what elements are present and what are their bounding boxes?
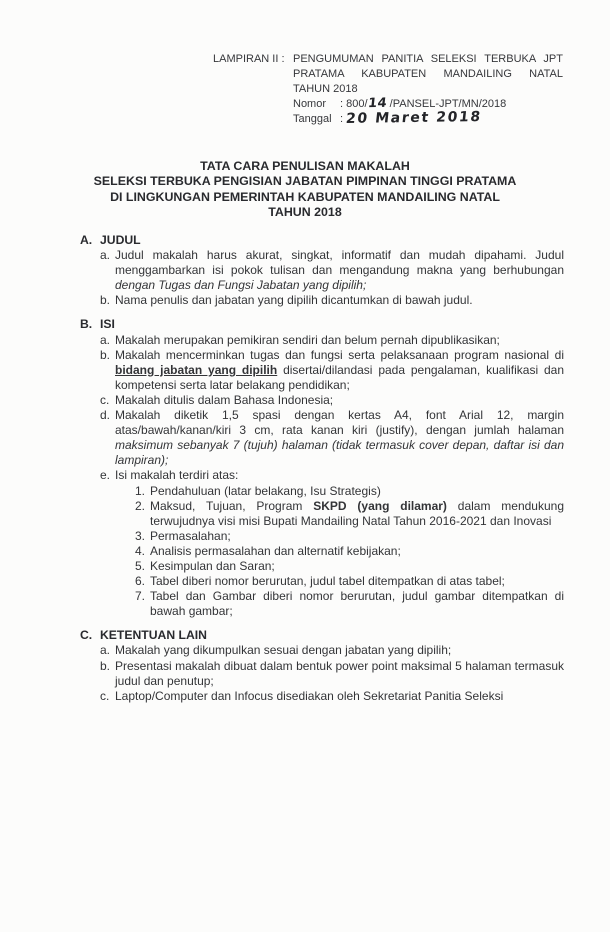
- item-marker: a.: [100, 248, 111, 263]
- paragraph-run: Nama penulis dan jabatan yang dipilih dicantumkan di bawah judul.: [115, 293, 473, 308]
- paragraph-run-bold: SKPD (yang dilamar): [313, 498, 447, 513]
- item-marker: a.: [100, 643, 111, 658]
- nomor-suffix: /PANSEL-JPT/MN/2018: [386, 98, 507, 110]
- paragraph-run: Isi makalah terdiri atas:: [115, 468, 239, 483]
- title-line-1: TATA CARA PENULISAN MAKALAH: [200, 159, 410, 173]
- list-item: [80, 393, 564, 408]
- section-heading-text: JUDUL: [100, 233, 141, 247]
- document-title: [0, 159, 610, 221]
- section-letter: A.: [80, 233, 93, 247]
- paragraph-run-italic: maksimum sebanyak 7 (tujuh) halaman (tidak termasuk cover depan, daftar isi dan lampiran);: [115, 438, 564, 468]
- title-line-3: DI LINGKUNGAN PEMERINTAH KABUPATEN MANDAILING NATAL: [110, 189, 500, 204]
- tanggal-handwritten-date: 20 Maret 2018: [345, 109, 483, 127]
- list-item: [80, 348, 564, 393]
- section-ketentuan-heading: [80, 628, 564, 643]
- nomor-handwritten-number: 14: [366, 95, 388, 112]
- subitem-marker: 7.: [135, 589, 146, 604]
- subitem-marker: 5.: [135, 558, 146, 573]
- item-marker: c.: [100, 392, 110, 407]
- section-judul: [80, 233, 564, 308]
- paragraph-run: Pendahuluan (latar belakang, Isu Strategis): [150, 483, 381, 498]
- item-marker: e.: [100, 468, 111, 483]
- paragraph-run: Maksud, Tujuan, Program: [150, 498, 314, 513]
- header-tanggal-row: [293, 109, 563, 127]
- header-line-1: PENGUMUMAN PANITIA SELEKSI TERBUKA JPT: [293, 53, 563, 65]
- item-marker: a.: [100, 332, 111, 347]
- subitem-marker: 6.: [135, 574, 146, 589]
- item-marker: d.: [100, 408, 111, 423]
- list-item: [80, 293, 564, 308]
- list-item: [80, 468, 564, 483]
- list-item: [80, 248, 564, 293]
- list-item: [80, 333, 564, 348]
- paragraph-run: Laptop/Computer dan Infocus disediakan oleh Sekretariat Panitia Seleksi: [115, 688, 504, 703]
- paragraph-run: Presentasi makalah dibuat dalam bentuk power point maksimal 5 halaman termasuk judul dan penutup;: [115, 658, 564, 688]
- subitem-marker: 1.: [135, 483, 146, 498]
- nomor-label: Nomor: [293, 98, 327, 110]
- nomor-prefix: : 800/: [340, 98, 368, 110]
- paragraph-run: Makalah yang dikumpulkan sesuai dengan jabatan yang dipilih;: [115, 643, 452, 658]
- paragraph-run: dalam mendukung terwujudnya visi misi Bupati Mandailing Natal Tahun 2016-2021 dan Inovasi: [150, 498, 564, 528]
- section-heading-text: ISI: [100, 317, 115, 332]
- paragraph-run: Makalah diketik 1,5 spasi dengan kertas A4, font Arial 12, margin atas/bawah/kanan/kiri 3 cm, rata kanan kiri (justify), dengan jumlah halaman: [115, 408, 564, 438]
- section-letter: C.: [80, 628, 93, 643]
- sublist-item: [80, 484, 564, 499]
- sublist-item: [80, 499, 564, 529]
- paragraph-run: Permasalahan;: [150, 528, 231, 543]
- tanggal-colon: :: [340, 113, 347, 125]
- paragraph-run: Tabel dan Gambar diberi nomor berurutan, judul gambar ditempatkan di bawah gambar;: [150, 589, 564, 619]
- sublist-item: [80, 559, 564, 574]
- paragraph-run: Tabel diberi nomor berurutan, judul tabel ditempatkan di atas tabel;: [150, 574, 505, 589]
- sublist-item: [80, 544, 564, 559]
- section-isi-heading: [80, 317, 564, 332]
- section-letter: B.: [80, 317, 93, 332]
- paragraph-run: Analisis permasalahan dan alternatif kebijakan;: [150, 543, 401, 558]
- subitem-marker: 4.: [135, 543, 146, 558]
- section-ketentuan-lain: [80, 628, 564, 703]
- section-isi: [80, 317, 564, 619]
- sublist-item: [80, 574, 564, 589]
- paragraph-run: Makalah merupakan pemikiran sendiri dan belum pernah dipublikasikan;: [115, 332, 500, 347]
- section-judul-heading: [80, 233, 564, 248]
- title-line-2: SELEKSI TERBUKA PENGISIAN JABATAN PIMPINAN TINGGI PRATAMA: [93, 174, 517, 189]
- paragraph-run: Makalah ditulis dalam Bahasa Indonesia;: [115, 392, 334, 407]
- tanggal-value: [340, 109, 483, 127]
- paragraph-run: Judul makalah harus akurat, singkat, informatif dan mudah dipahami. Judul menggambarkan isi pokok tulisan dan mengandung makna yang berhubungan: [115, 248, 564, 278]
- list-item: [80, 689, 564, 704]
- lampiran-header: [213, 52, 563, 127]
- subitem-marker: 3.: [135, 528, 146, 543]
- paragraph-run: disertai/dilandasi pada pengalaman, kualifikasi dan kompetensi serta latar belakang pendidikan;: [115, 362, 564, 392]
- header-line-2: PRATAMA KABUPATEN MANDAILING NATAL: [293, 68, 563, 80]
- paragraph-run-bold-underline: bidang jabatan yang dipilih: [115, 362, 278, 377]
- document-body: [80, 233, 564, 713]
- title-line-4: TAHUN 2018: [268, 205, 342, 220]
- list-item: [80, 643, 564, 658]
- tanggal-label: Tanggal: [293, 113, 332, 125]
- sublist-item: [80, 529, 564, 544]
- paragraph-run-italic: dengan Tugas dan Fungsi Jabatan yang dipilih;: [115, 278, 367, 293]
- subitem-marker: 2.: [135, 498, 146, 513]
- lampiran-label: LAMPIRAN II :: [213, 53, 285, 65]
- paragraph-run: Kesimpulan dan Saran;: [150, 558, 275, 573]
- item-marker: c.: [100, 688, 110, 703]
- item-marker: b.: [100, 658, 111, 673]
- item-marker: b.: [100, 293, 111, 308]
- list-item: [80, 659, 564, 689]
- header-line-3: TAHUN 2018: [293, 83, 358, 95]
- section-heading-text: KETENTUAN LAIN: [100, 628, 207, 643]
- sublist-item: [80, 589, 564, 619]
- item-marker: b.: [100, 347, 111, 362]
- list-item: [80, 408, 564, 468]
- paragraph-run: Makalah mencerminkan tugas dan fungsi serta pelaksanaan program nasional di: [115, 347, 564, 362]
- lampiran-header-body: [293, 52, 563, 127]
